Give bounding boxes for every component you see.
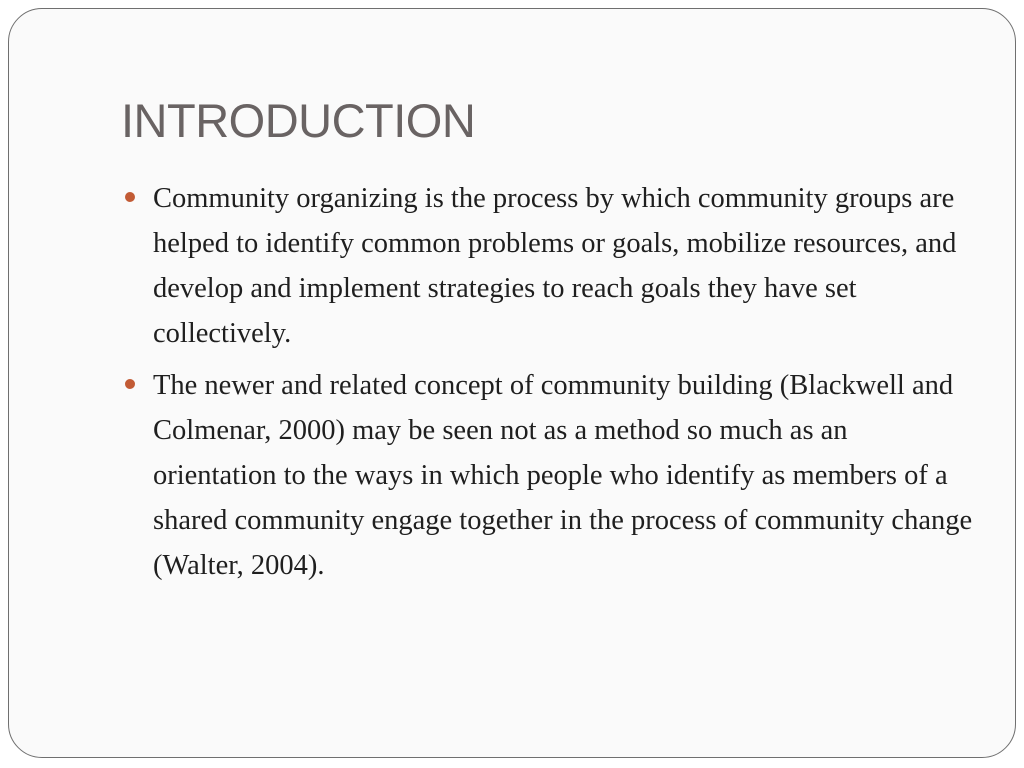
bullet-item [123, 363, 973, 588]
bullet-item [123, 176, 973, 356]
bullet-list [123, 176, 973, 595]
bullet-icon [125, 379, 135, 389]
slide-title: INTRODUCTION [121, 94, 476, 147]
slide [8, 8, 1016, 758]
bullet-text: Community organizing is the process by which community groups are helped to identify common problems or goals, mobilize resources, and develop and implement strategies to reach goals they have set collectively. [153, 183, 957, 349]
bullet-icon [125, 192, 135, 202]
bullet-text: The newer and related concept of community building (Blackwell and Colmenar, 2000) may be seen not as a method so much as an orientation to the ways in which people who identify as members of a shared community engage together in the process of community change (Walter, 2004). [153, 370, 973, 581]
